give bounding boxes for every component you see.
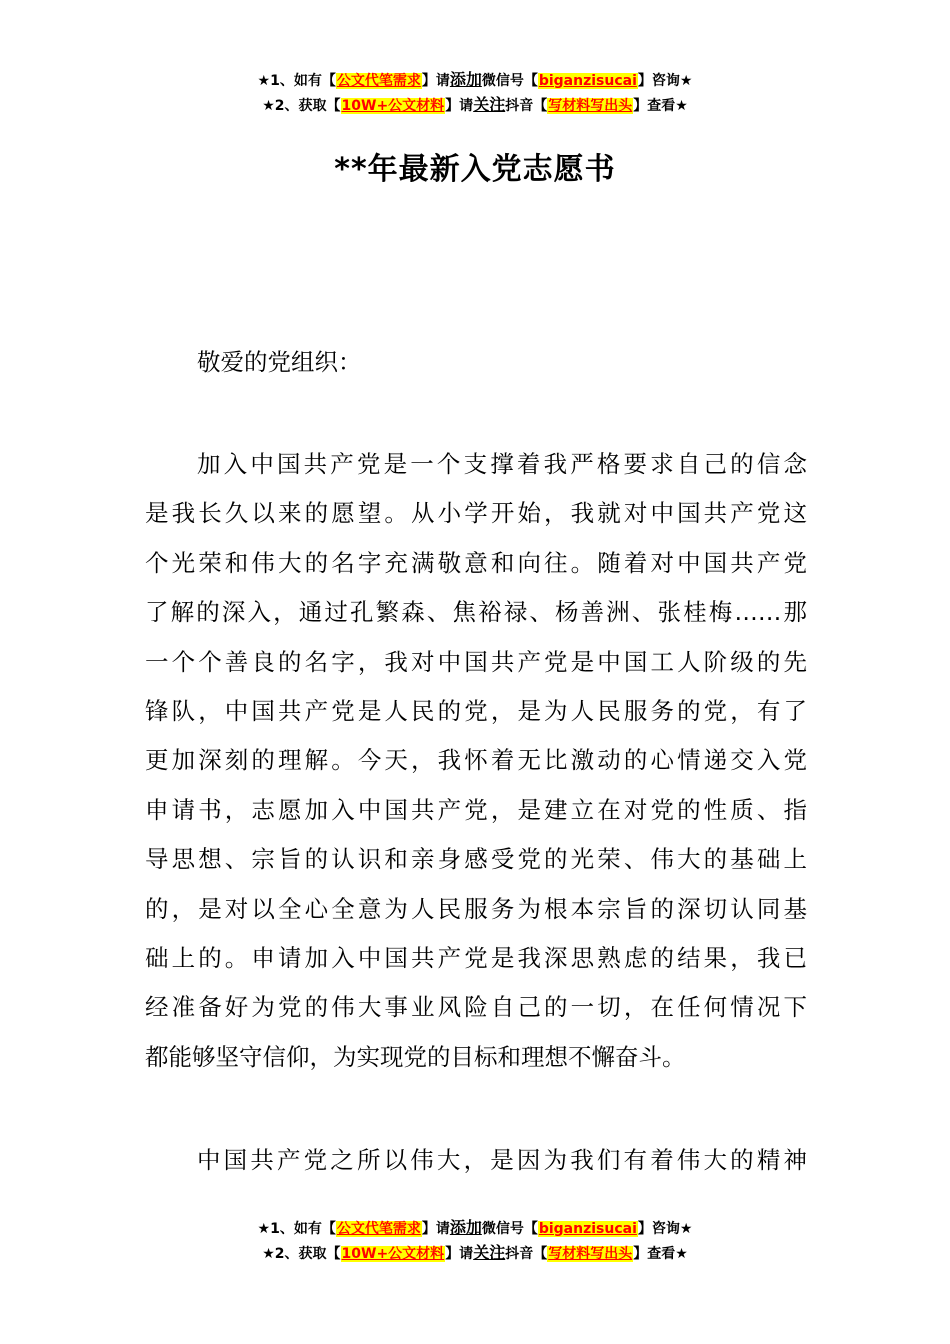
banner-line-1: ★1、如有【公文代笔需求】请添加微信号【biganzisucai】咨询★ (257, 70, 693, 89)
banner-highlight-douyin: 写材料写出头 (548, 1246, 633, 1262)
banner-highlight-materials: 10W+公文材料 (341, 1246, 445, 1262)
paragraph-line: 都能够坚守信仰，为实现党的目标和理想不懈奋斗。 (145, 1042, 686, 1071)
banner-emphasis-follow: 关注 (473, 1243, 506, 1262)
paragraph-1 (145, 440, 807, 1082)
banner-highlight-materials: 10W+公文材料 (341, 98, 445, 114)
banner-line-2: ★2、获取【10W+公文材料】请关注抖音【写材料写出头】查看★ (262, 95, 688, 114)
paragraph-line: 更加深刻的理解。今天，我怀着无比激动的心情递交入党 (145, 746, 807, 775)
salutation: 敬爱的党组织： (197, 348, 362, 376)
banner-highlight-wechat-id: biganzisucai (538, 73, 637, 89)
paragraph-2 (145, 1136, 807, 1185)
paragraph-line: 导思想、宗旨的认识和亲身感受党的光荣、伟大的基础上 (145, 845, 807, 874)
paragraph-line: 了解的深入，通过孔繁森、焦裕禄、杨善洲、张桂梅……那 (145, 598, 807, 627)
paragraph-line: 中国共产党之所以伟大，是因为我们有着伟大的精神 (197, 1146, 807, 1174)
footer-banner (0, 1216, 950, 1266)
banner-highlight-douyin: 写材料写出头 (548, 98, 633, 114)
banner-emphasis-add: 添加 (449, 70, 482, 89)
banner-highlight-wechat-id: biganzisucai (538, 1221, 637, 1237)
paragraph-line: 个光荣和伟大的名字充满敬意和向往。随着对中国共产党 (145, 548, 807, 577)
paragraph-line: 申请书，志愿加入中国共产党，是建立在对党的性质、指 (145, 795, 807, 824)
paragraph-line: 经准备好为党的伟大事业风险自己的一切，在任何情况下 (145, 993, 807, 1022)
banner-highlight-service: 公文代笔需求 (336, 73, 421, 89)
paragraph-line: 的，是对以全心全意为人民服务为根本宗旨的深切认同基 (145, 894, 807, 923)
paragraph-line: 加入中国共产党是一个支撑着我严格要求自己的信念 (197, 450, 807, 478)
banner-line-1: ★1、如有【公文代笔需求】请添加微信号【biganzisucai】咨询★ (257, 1218, 693, 1237)
banner-line-2: ★2、获取【10W+公文材料】请关注抖音【写材料写出头】查看★ (262, 1243, 688, 1262)
banner-emphasis-follow: 关注 (473, 95, 506, 114)
paragraph-line: 础上的。申请加入中国共产党是我深思熟虑的结果，我已 (145, 944, 807, 973)
paragraph-line: 一个个善良的名字，我对中国共产党是中国工人阶级的先 (145, 647, 807, 676)
paragraph-line: 锋队，中国共产党是人民的党，是为人民服务的党，有了 (145, 697, 807, 726)
banner-highlight-service: 公文代笔需求 (336, 1221, 421, 1237)
document-title: **年最新入党志愿书 (334, 152, 616, 187)
paragraph-line: 是我长久以来的愿望。从小学开始，我就对中国共产党这 (145, 499, 807, 528)
banner-emphasis-add: 添加 (449, 1218, 482, 1237)
header-banner (0, 68, 950, 118)
